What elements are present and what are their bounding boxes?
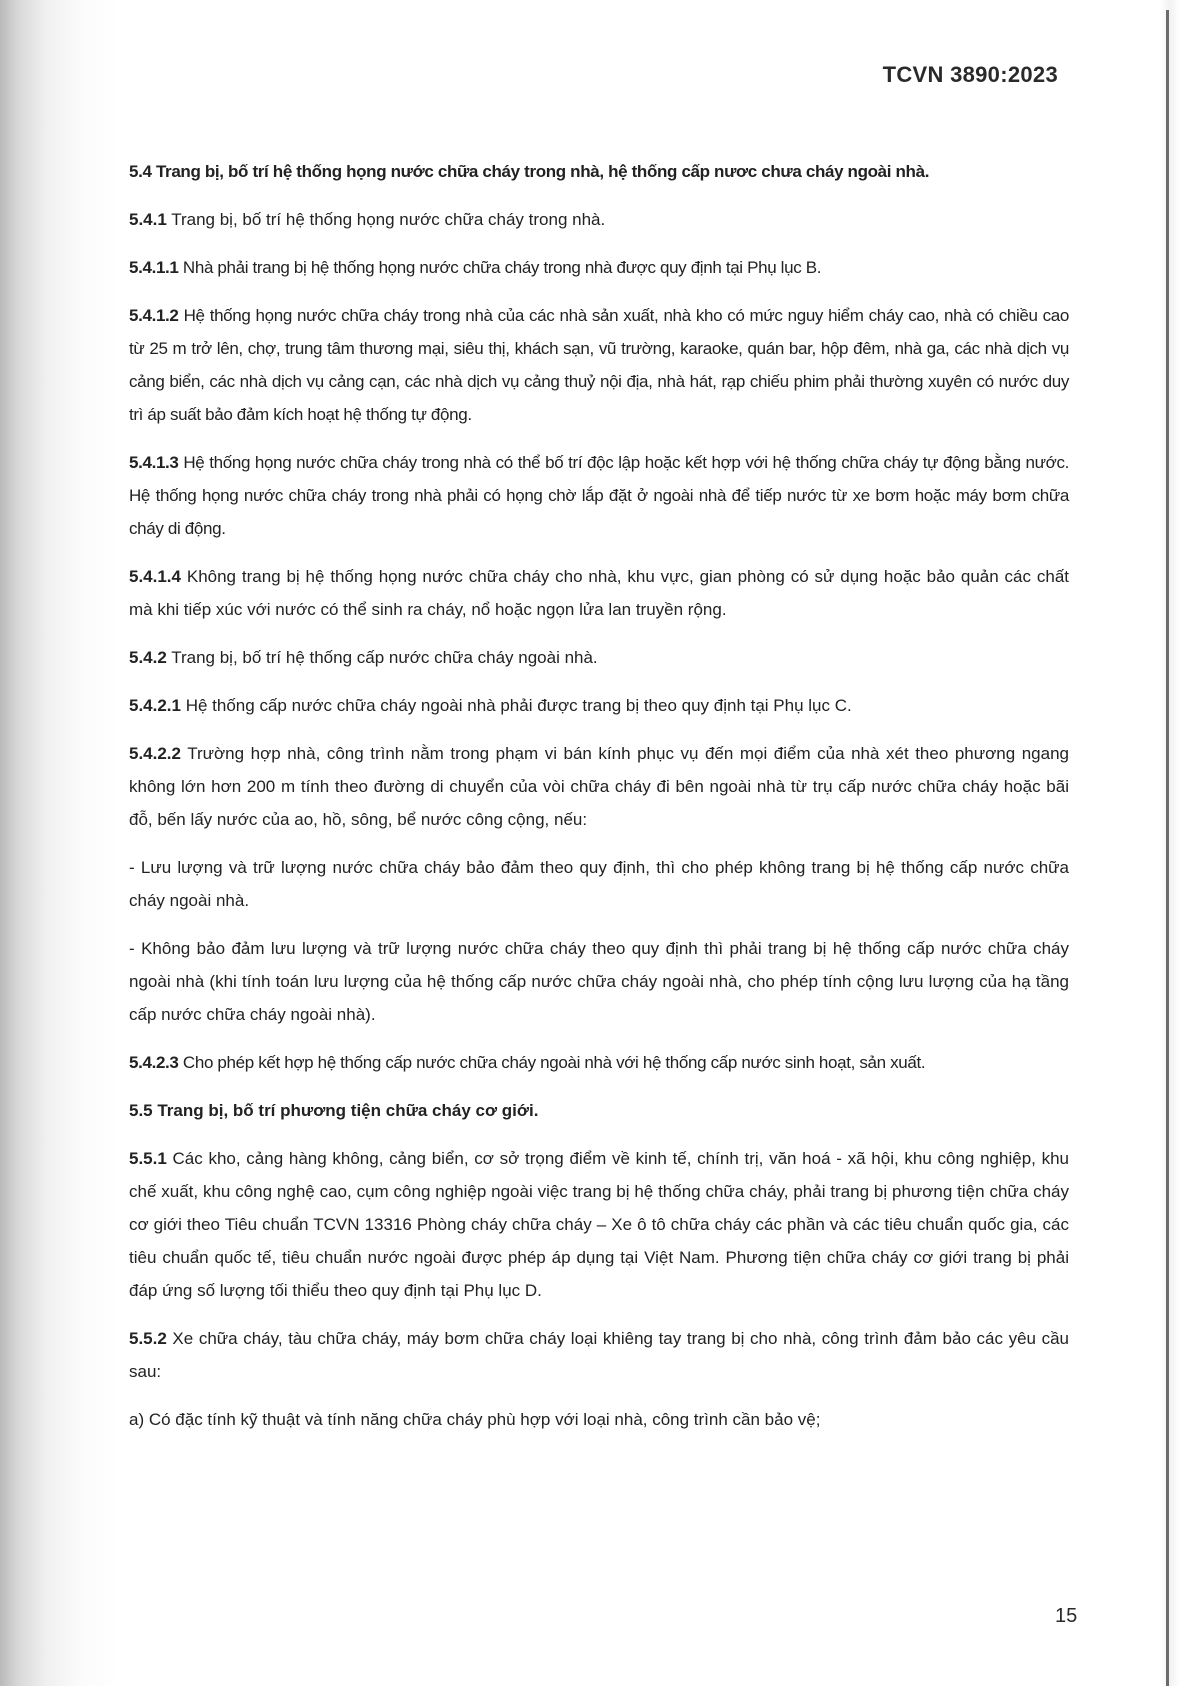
paragraph-text: Trang bị, bố trí hệ thống cấp nước chữa cháy ngoài nhà. <box>166 648 598 667</box>
clause-number: 5.4.2 <box>129 648 167 667</box>
paragraph-text: 5.4 Trang bị, bố trí hệ thống họng nước chữa cháy trong nhà, hệ thống cấp nươc chưa cháy ngoài nhà. <box>129 162 930 181</box>
paragraph <box>129 251 1069 284</box>
paragraph <box>129 203 1069 236</box>
paragraph <box>129 737 1069 836</box>
section-heading <box>129 1094 1069 1127</box>
paragraph <box>129 1322 1069 1388</box>
clause-number: 5.4.2.2 <box>129 744 181 763</box>
paragraph-text: Nhà phải trang bị hệ thống họng nước chữa cháy trong nhà được quy định tại Phụ lục B. <box>178 258 822 277</box>
paragraph-text: Không trang bị hệ thống họng nước chữa cháy cho nhà, khu vực, gian phòng có sử dụng hoặc bảo quản các chất mà khi tiếp xúc với nước có thể sinh ra cháy, nổ hoặc ngọn lửa lan truyền rộng. <box>129 567 1069 619</box>
paragraph-text: Trang bị, bố trí hệ thống họng nước chữa cháy trong nhà. <box>166 210 606 229</box>
page-number: 15 <box>1055 1605 1078 1627</box>
paragraph <box>129 1403 1069 1436</box>
paragraph-text: - Lưu lượng và trữ lượng nước chữa cháy bảo đảm theo quy định, thì cho phép không trang bị hệ thống cấp nước chữa cháy ngoài nhà. <box>129 858 1069 910</box>
paragraph-text: - Không bảo đảm lưu lượng và trữ lượng nước chữa cháy theo quy định thì phải trang bị hệ thống cấp nước chữa cháy ngoài nhà (khi tính toán lưu lượng của hệ thống cấp nước chữa cháy ngoài nhà, cho phép tính cộng lưu lượng của hạ tầng cấp nước chữa cháy ngoài nhà). <box>129 939 1069 1024</box>
paragraph-text: Trường hợp nhà, công trình nằm trong phạm vi bán kính phục vụ đến mọi điểm của nhà xét theo phương ngang không lớn hơn 200 m tính theo đường di chuyển của vòi chữa cháy đi bên ngoài nhà từ trụ cấp nước chữa cháy hoặc bãi đỗ, bến lấy nước của ao, hồ, sông, bể nước công cộng, nếu: <box>129 744 1069 829</box>
clause-number: 5.4.2.3 <box>129 1053 179 1072</box>
clause-number: 5.4.1 <box>129 210 167 229</box>
paragraph <box>129 446 1069 545</box>
standard-code-header: TCVN 3890:2023 <box>882 62 1058 87</box>
clause-number: 5.5.1 <box>129 1149 167 1168</box>
paragraph <box>129 560 1069 626</box>
paragraph-text: Cho phép kết hợp hệ thống cấp nước chữa cháy ngoài nhà với hệ thống cấp nước sinh hoạt, sản xuất. <box>178 1053 926 1072</box>
section-heading <box>129 155 1069 188</box>
paragraph-text: Các kho, cảng hàng không, cảng biển, cơ sở trọng điểm về kinh tế, chính trị, văn hoá - xã hội, khu công nghiệp, khu chế xuất, khu công nghệ cao, cụm công nghiệp ngoài việc trang bị hệ thống chữa cháy, phải trang bị phương tiện chữa cháy cơ giới theo Tiêu chuẩn TCVN 13316 Phòng cháy chữa cháy – Xe ô tô chữa cháy các phần và các tiêu chuẩn quốc gia, các tiêu chuẩn quốc tế, tiêu chuẩn nước ngoài được phép áp dụng tại Việt Nam. Phương tiện chữa cháy cơ giới trang bị phải đáp ứng số lượng tối thiểu theo quy định tại Phụ lục D. <box>129 1149 1069 1300</box>
paragraph <box>129 641 1069 674</box>
clause-number: 5.4.2.1 <box>129 696 181 715</box>
paragraph-text: a) Có đặc tính kỹ thuật và tính năng chữa cháy phù hợp với loại nhà, công trình cần bảo vệ; <box>129 1410 821 1429</box>
paragraph <box>129 1046 1069 1079</box>
clause-number: 5.4.1.4 <box>129 567 181 586</box>
paragraph <box>129 299 1069 431</box>
clause-number: 5.4.1.1 <box>129 258 179 277</box>
clause-number: 5.4.1.3 <box>129 453 179 472</box>
paragraph-text: Xe chữa cháy, tàu chữa cháy, máy bơm chữa cháy loại khiêng tay trang bị cho nhà, công trình đảm bảo các yêu cầu sau: <box>129 1329 1069 1381</box>
document-body <box>129 155 1069 1451</box>
paragraph-text: Hệ thống cấp nước chữa cháy ngoài nhà phải được trang bị theo quy định tại Phụ lục C. <box>181 696 852 715</box>
paragraph <box>129 851 1069 917</box>
paragraph <box>129 689 1069 722</box>
scan-binding-edge <box>1166 10 1169 1686</box>
clause-number: 5.4.1.2 <box>129 306 179 325</box>
paragraph-text: Hệ thống họng nước chữa cháy trong nhà có thể bố trí độc lập hoặc kết hợp với hệ thống chữa cháy tự động bằng nước. Hệ thống họng nước chữa cháy trong nhà phải có họng chờ lắp đặt ở ngoài nhà để tiếp nước từ xe bơm hoặc máy bơm chữa cháy di động. <box>129 453 1069 538</box>
paragraph <box>129 1142 1069 1307</box>
paragraph-text: Hệ thống họng nước chữa cháy trong nhà của các nhà sản xuất, nhà kho có mức nguy hiểm cháy cao, nhà có chiều cao từ 25 m trở lên, chợ, trung tâm thương mại, siêu thị, khách sạn, vũ trường, karaoke, quán bar, hộp đêm, nhà ga, các nhà dịch vụ cảng biển, các nhà dịch vụ cảng cạn, các nhà dịch vụ cảng thuỷ nội địa, nhà hát, rạp chiếu phim phải thường xuyên có nước duy trì áp suất bảo đảm kích hoạt hệ thống tự động. <box>129 306 1069 424</box>
clause-number: 5.5.2 <box>129 1329 167 1348</box>
paragraph <box>129 932 1069 1031</box>
paragraph-text: 5.5 Trang bị, bố trí phương tiện chữa cháy cơ giới. <box>129 1101 539 1120</box>
